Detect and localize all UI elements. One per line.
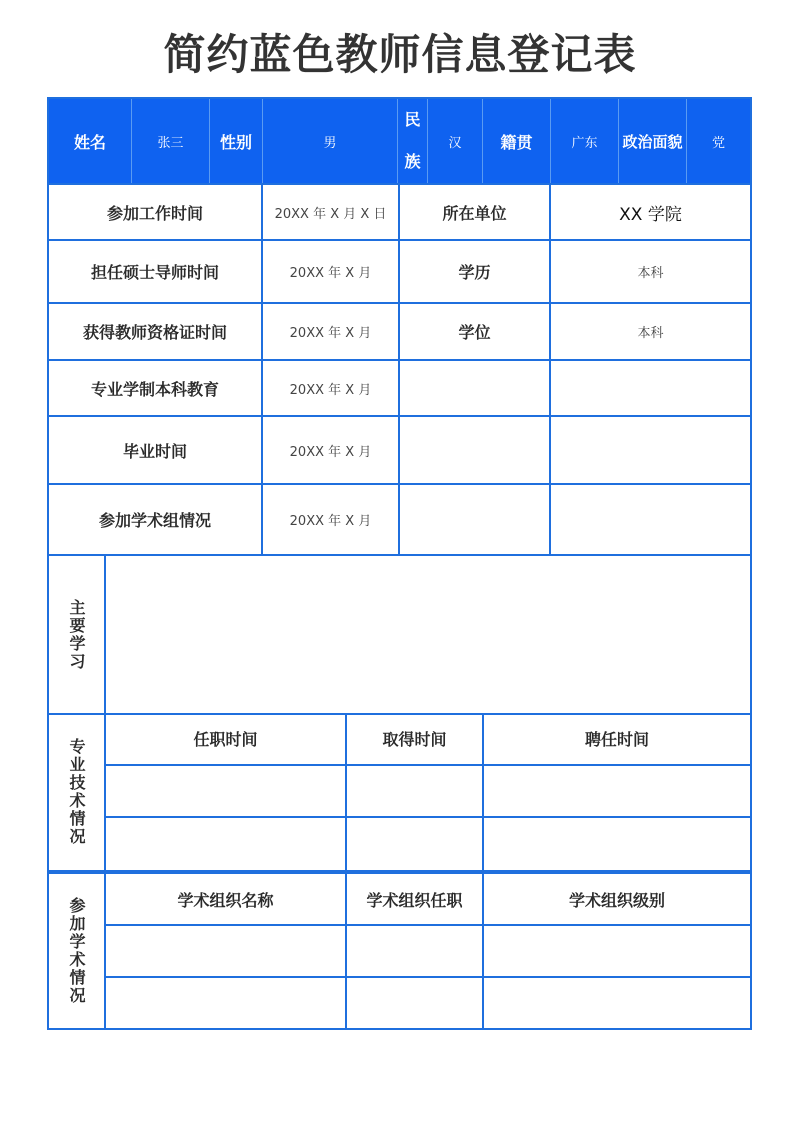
gender-value[interactable]: 男 [263,99,398,183]
info-value[interactable]: 20XX 年 X 月 [263,417,400,485]
info-section [47,185,752,556]
academic-label: 参加学术情况 [67,897,86,1005]
info-value[interactable]: 20XX 年 X 月 [263,361,400,417]
info-label: 获得教师资格证时间 [49,304,263,361]
academic-cell[interactable] [484,978,750,1028]
info-value[interactable]: 20XX 年 X 月 X 日 [263,185,400,241]
info-label: 毕业时间 [49,417,263,485]
study-label: 主要学习 [67,598,86,671]
origin-label: 籍贯 [483,99,551,183]
tech-col-header: 聘任时间 [484,713,750,766]
info-label: 参加工作时间 [49,185,263,241]
academic-cell[interactable] [106,926,347,978]
page-title: 简约蓝色教师信息登记表 [163,30,637,79]
academic-col-header: 学术组织级别 [484,874,750,926]
info-label-2: 所在单位 [400,185,551,241]
info-label-2 [400,361,551,417]
info-label-2: 学位 [400,304,551,361]
academic-col-header: 学术组织名称 [106,874,347,926]
academic-col-header: 学术组织任职 [347,874,484,926]
academic-section [47,872,752,1030]
name-label: 姓名 [49,99,132,183]
tech-section [47,713,752,872]
info-label-2: 学历 [400,241,551,304]
info-value-2[interactable]: 本科 [551,241,750,304]
academic-cell[interactable] [106,978,347,1028]
info-value-2[interactable] [551,417,750,485]
study-content[interactable] [106,556,750,713]
header-row [47,97,752,185]
tech-cell[interactable] [106,818,347,870]
academic-cell[interactable] [484,926,750,978]
academic-label-cell [49,874,106,1028]
info-label: 参加学术组情况 [49,485,263,554]
tech-cell[interactable] [484,818,750,870]
tech-col-header: 取得时间 [347,713,484,766]
info-value-2[interactable]: 本科 [551,304,750,361]
name-value[interactable]: 张三 [132,99,210,183]
tech-label-cell [49,713,106,870]
info-label: 担任硕士导师时间 [49,241,263,304]
info-value-2[interactable] [551,361,750,417]
academic-cell[interactable] [347,978,484,1028]
info-label-2 [400,417,551,485]
info-label: 专业学制本科教育 [49,361,263,417]
info-value[interactable]: 20XX 年 X 月 [263,241,400,304]
tech-cell[interactable] [106,766,347,818]
info-value-2[interactable]: XX 学院 [551,185,750,241]
info-value[interactable]: 20XX 年 X 月 [263,485,400,554]
tech-cell[interactable] [347,818,484,870]
tech-cell[interactable] [347,766,484,818]
politics-label: 政治面貌 [619,99,687,183]
ethnicity-value[interactable]: 汉 [428,99,483,183]
academic-cell[interactable] [347,926,484,978]
study-section [47,554,752,715]
info-value[interactable]: 20XX 年 X 月 [263,304,400,361]
info-label-2 [400,485,551,554]
politics-value[interactable]: 党 [711,135,725,151]
tech-col-header: 任职时间 [106,713,347,766]
info-value-2[interactable] [551,485,750,554]
gender-label: 性别 [210,99,263,183]
ethnicity-label [398,99,428,183]
tech-cell[interactable] [484,766,750,818]
tech-label: 专业技术情况 [67,737,86,846]
ethnicity-label-char2: 族 [404,152,421,171]
ethnicity-label-char1: 民 [404,110,421,129]
study-label-cell [49,556,106,713]
origin-value[interactable]: 广东 [551,99,619,183]
